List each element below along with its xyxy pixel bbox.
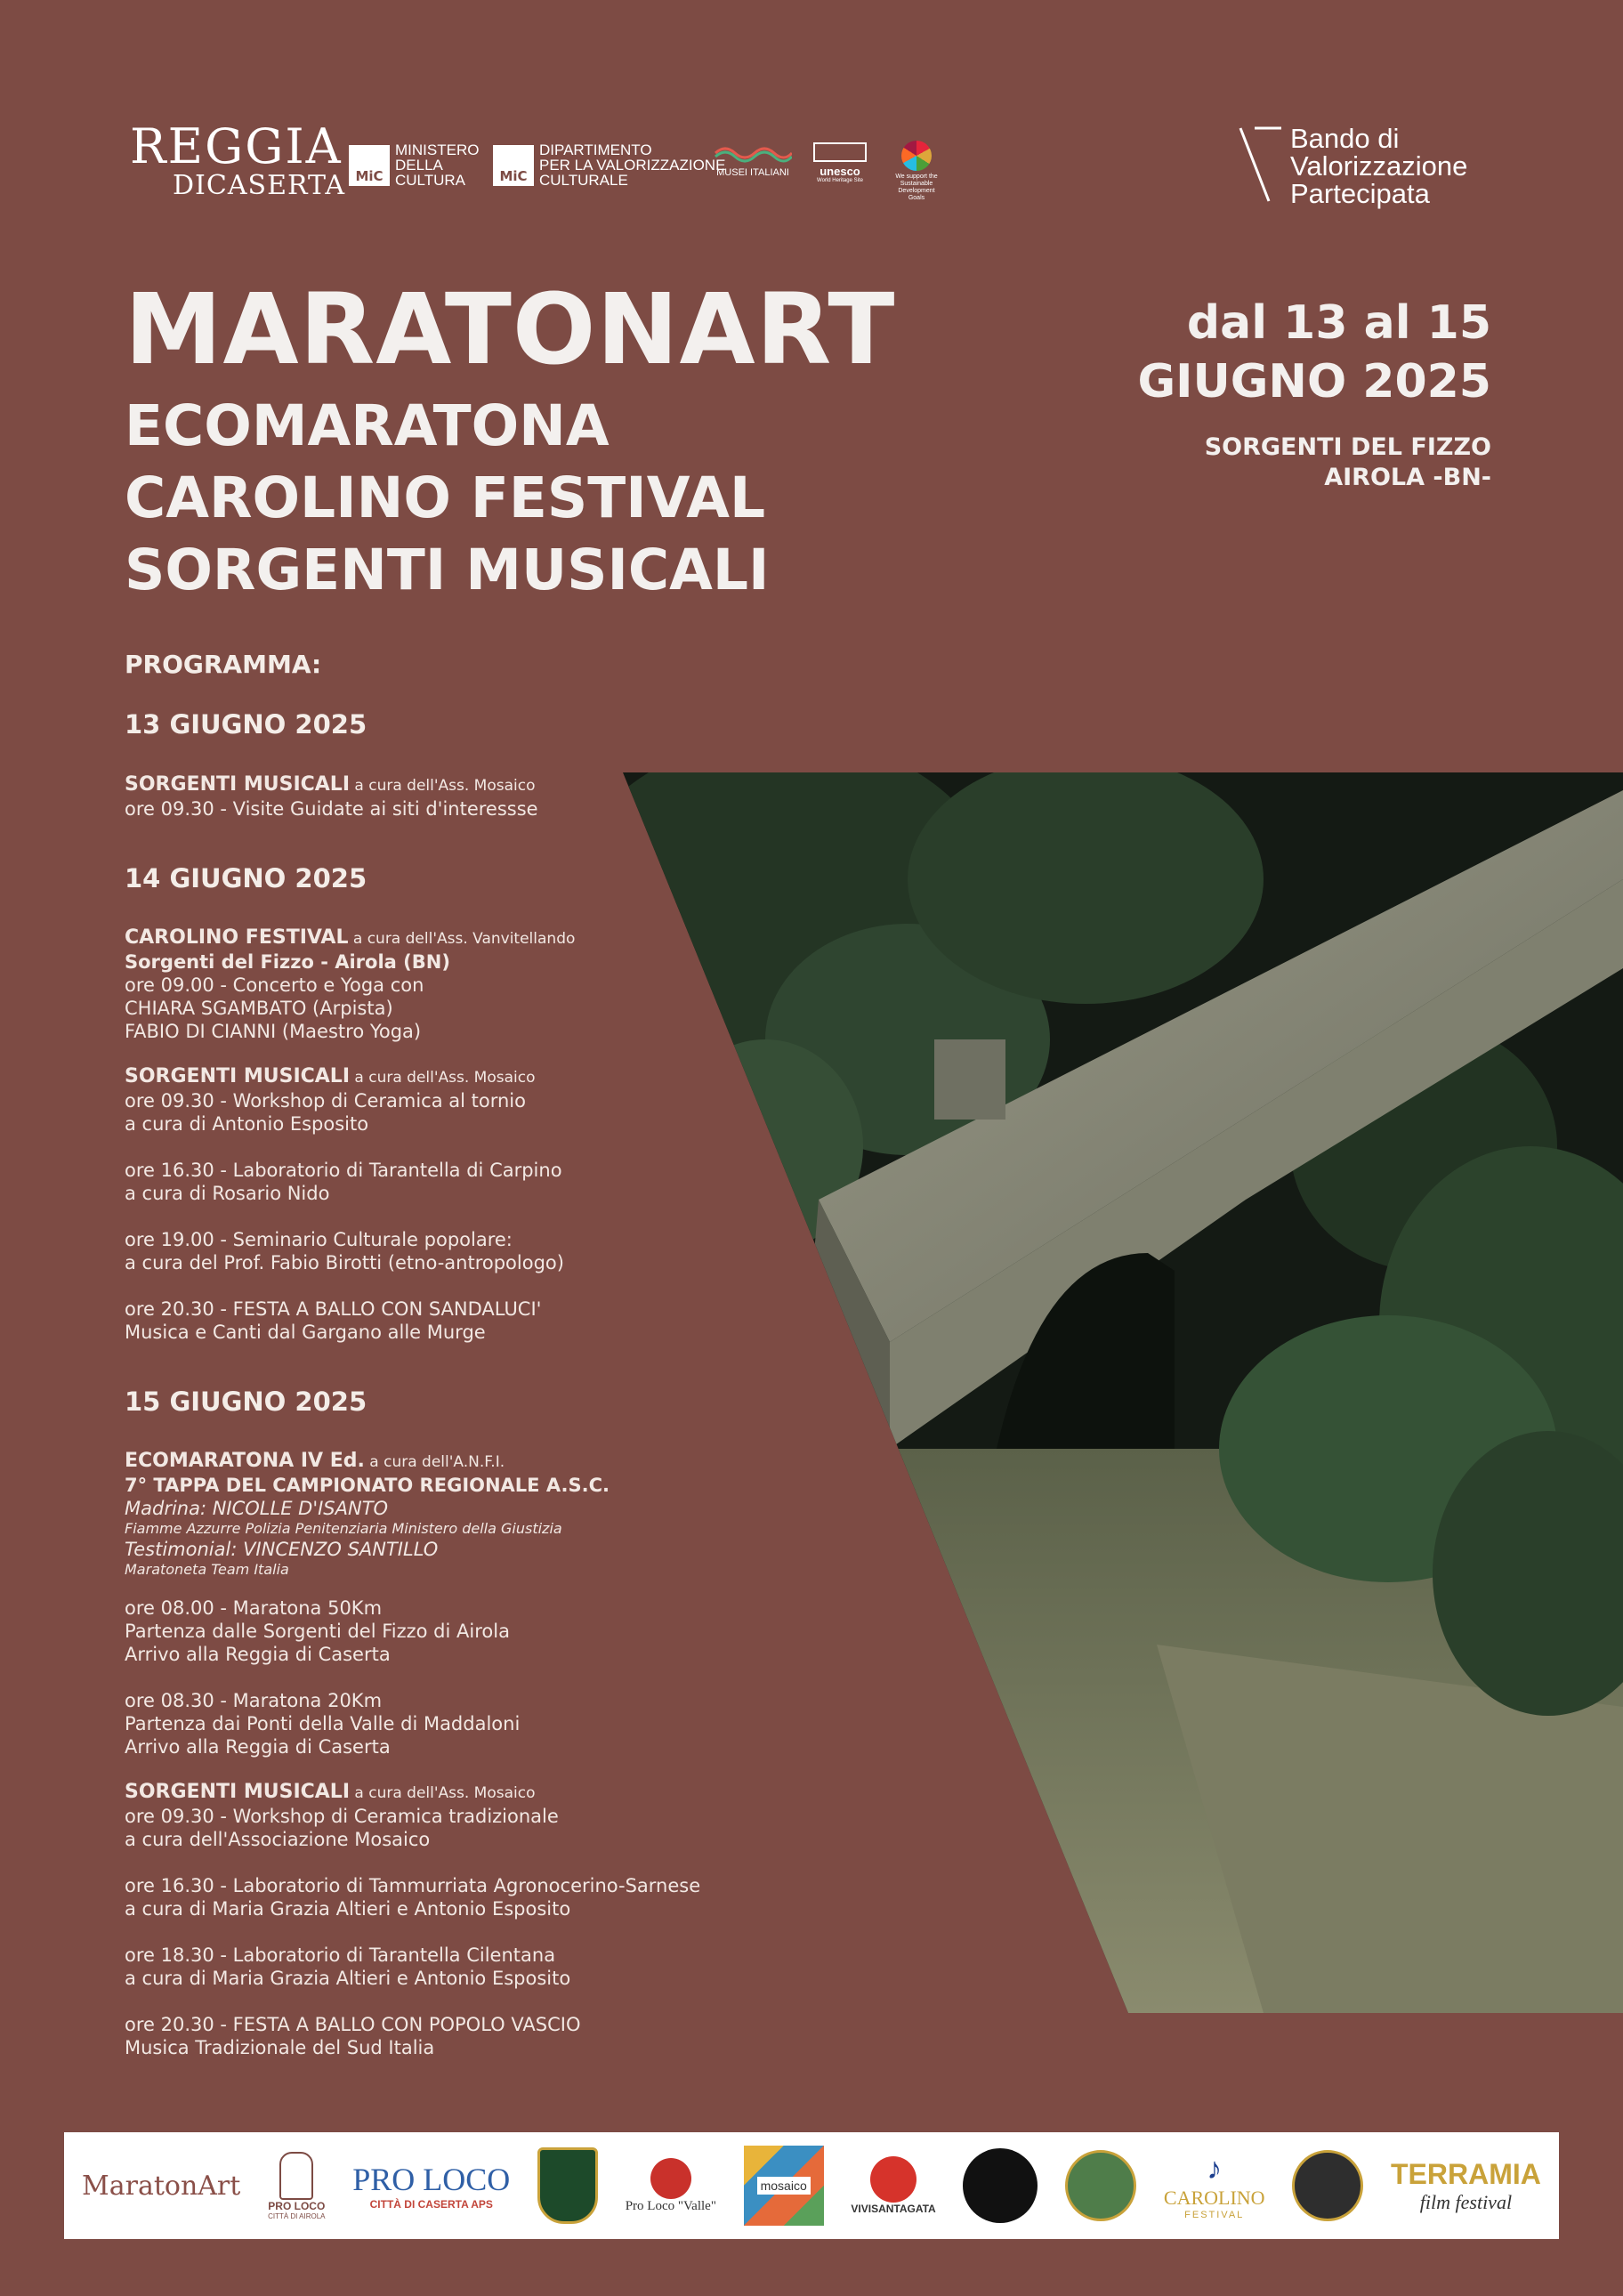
unesco-logo [812,142,868,183]
reggia-logo-line2: DICASERTA [173,170,346,201]
event-block-d3-e4 [125,2013,580,2059]
subtitle-ecomaratona: ECOMARATONA [125,393,610,458]
sdg-wheel-icon [901,141,932,171]
date-block [1138,294,1492,493]
mic-mark-icon: MiC [493,145,534,186]
event-line: a cura dell'Associazione Mosaico [125,1829,431,1850]
event-line: FABIO DI CIANNI (Maestro Yoga) [125,1021,422,1042]
shield-logo [537,2147,598,2224]
sdg-text: We support the Sustainable Development Goals [895,174,938,201]
proloco-caserta-logo [352,2161,510,2211]
bando-logo [1237,123,1495,209]
event-block-d2-e4 [125,1298,541,1344]
event-line: a cura di Antonio Esposito [125,1113,369,1135]
event-organizer: a cura dell'Ass. Mosaico [350,1784,536,1802]
event-block-d3-m1 [125,1597,510,1666]
event-block-d3-e2 [125,1874,700,1920]
folk-logo [963,2148,1038,2223]
proloco-caserta-sub: CITTÀ DI CASERTA APS [369,2198,493,2211]
event-organizer: a cura dell'Ass. Vanvitellando [348,930,576,948]
event-line: ore 20.30 - FESTA A BALLO CON SANDALUCI' [125,1298,542,1320]
event-line: Musica Tradizionale del Sud Italia [125,2037,435,2058]
mosaico-text: mosaico [757,2177,811,2195]
event-block-d3-sm [125,1780,559,1851]
subtitle-carolino: CAROLINO FESTIVAL [125,465,766,530]
bando-slash-icon [1237,125,1290,205]
event-line: Partenza dalle Sorgenti del Fizzo di Airola [125,1621,510,1642]
dipartimento-logo [493,142,725,188]
terra-mia-badge-logo [1292,2150,1363,2221]
musei-text: MUSEI ITALIANI [716,167,789,178]
ministero-cultura-logo [349,142,479,188]
event-block-d3-e3 [125,1944,570,1990]
terramia-sub: film festival [1419,2190,1513,2213]
event-line: ore 08.00 - Maratona 50Km [125,1597,383,1619]
crest-icon [279,2152,313,2200]
dipartimento-text: DIPARTIMENTO PER LA VALORIZZAZIONE CULTURALE [539,141,726,189]
event-line: Arrivo alla Reggia di Caserta [125,1644,391,1665]
event-block-d2-cf [125,926,575,1043]
event-title: CAROLINO FESTIVAL [125,926,349,949]
event-block-d2-sm [125,1064,536,1136]
proloco-valle-text: Pro Loco "Valle" [625,2198,716,2213]
vivisantagata-logo [851,2156,935,2215]
event-line: ore 08.30 - Maratona 20Km [125,1690,383,1711]
day-heading-15: 15 GIUGNO 2025 [125,1386,367,1417]
event-line: ore 20.30 - FESTA A BALLO CON POPOLO VASCIO [125,2014,581,2035]
event-organizer: a cura dell'Ass. Mosaico [350,777,536,795]
event-testimonial-sub: Maratoneta Team Italia [125,1561,289,1578]
event-title: ECOMARATONA IV Ed. [125,1450,365,1472]
badge-icon [1292,2150,1363,2221]
event-line: a cura di Rosario Nido [125,1183,330,1204]
event-block-d3-eco [125,1449,610,1579]
location-1: SORGENTI DEL FIZZO [1204,433,1491,461]
subtitle-sorgenti: SORGENTI MUSICALI [125,538,770,602]
event-line: CHIARA SGAMBATO (Arpista) [125,998,393,1019]
event-line: Arrivo alla Reggia di Caserta [125,1736,391,1758]
terramia-text: TERRAMIA [1391,2157,1541,2190]
event-line: ore 19.00 - Seminario Culturale popolare: [125,1229,513,1250]
event-madrina: Madrina: NICOLLE D'ISANTO [125,1498,389,1519]
unesco-text: unesco [820,165,860,178]
shield-icon [537,2147,598,2224]
landscape-icon [1065,2150,1136,2221]
mosaico-logo [744,2146,824,2226]
maratonart-logo: MaratonArt [82,2170,241,2202]
event-block-d2-e3 [125,1228,564,1274]
day-heading-14: 14 GIUGNO 2025 [125,863,367,893]
terramia-festival-logo [1391,2158,1541,2214]
apple-icon [650,2158,691,2199]
event-tappa: 7° TAPPA DEL CAMPIONATO REGIONALE A.S.C. [125,1475,610,1496]
date-month: GIUGNO 2025 [1137,355,1491,408]
musei-wave-icon [714,142,792,164]
musei-italiani-logo [714,142,792,178]
reggia-di-caserta-logo [130,118,346,201]
page-title: MARATONART [125,272,896,386]
event-line: a cura del Prof. Fabio Birotti (etno-antropologo) [125,1252,564,1273]
carolino-text: CAROLINO [1163,2186,1265,2209]
unesco-sub-text: World Heritage Site [817,178,863,183]
piano-icon: ♪ [1207,2151,1223,2186]
event-organizer: a cura dell'Ass. Mosaico [350,1069,536,1087]
bridge-photo [623,772,1623,2013]
event-organizer: a cura dell'A.N.F.I. [364,1453,505,1471]
bando-text: Bando di Valorizzazione Partecipata [1290,123,1468,209]
event-line: a cura di Maria Grazia Altieri e Antonio Esposito [125,1968,571,1989]
event-title: SORGENTI MUSICALI [125,1065,350,1087]
event-line: ore 16.30 - Laboratorio di Tammurriata Agronocerino-Sarnese [125,1875,701,1896]
event-line: Partenza dai Ponti della Valle di Maddaloni [125,1713,521,1734]
event-line: ore 09.30 - Visite Guidate ai siti d'interessse [125,798,538,820]
event-line: ore 16.30 - Laboratorio di Tarantella di Carpino [125,1160,562,1181]
location-2: AIROLA -BN- [1324,464,1491,491]
carolino-sub: FESTIVAL [1184,2209,1245,2220]
event-line: ore 18.30 - Laboratorio di Tarantella Cilentana [125,1944,556,1966]
ministero-text: MINISTERO DELLA CULTURA [395,141,480,189]
vivisantagata-text: VIVISANTAGATA [851,2203,936,2215]
event-line: ore 09.30 - Workshop di Ceramica tradizionale [125,1806,559,1827]
sponsor-bar [64,2132,1559,2239]
event-block-d3-m2 [125,1689,520,1758]
proloco-airola-logo [268,2152,325,2220]
event-line: Musica e Canti dal Gargano alle Murge [125,1322,486,1343]
mic-mark-icon: MiC [349,145,390,186]
subtitles [125,390,770,606]
event-location: Sorgenti del Fizzo - Airola (BN) [125,951,450,973]
proloco-valle-logo [626,2158,716,2214]
event-testimonial: Testimonial: VINCENZO SANTILLO [125,1539,439,1560]
event-madrina-sub: Fiamme Azzurre Polizia Penitenziaria Ministero della Giustizia [125,1520,562,1537]
programme-label: PROGRAMMA: [125,650,322,679]
event-block-d2-e2 [125,1159,562,1205]
event-title: SORGENTI MUSICALI [125,773,350,796]
event-line: ore 09.00 - Concerto e Yoga con [125,974,424,996]
dancers-icon [963,2148,1038,2223]
event-line: a cura di Maria Grazia Altieri e Antonio Esposito [125,1898,571,1920]
proloco-caserta-text: PRO LOCO [352,2162,511,2197]
carolino-festival-logo [1164,2152,1265,2220]
day-heading-13: 13 GIUGNO 2025 [125,709,367,740]
event-line: ore 09.30 - Workshop di Ceramica al tornio [125,1090,526,1112]
event-title: SORGENTI MUSICALI [125,1781,350,1803]
proloco-airola-sub: CITTÀ DI AIROLA [268,2211,326,2220]
date-range: dal 13 al 15 [1186,296,1491,350]
event-block-d1-sm [125,772,538,821]
unesco-temple-icon [813,142,867,162]
green-circle-logo [1065,2150,1136,2221]
sdg-logo [890,141,943,202]
apple-icon [870,2156,916,2203]
reggia-logo-line1: REGGIA [130,118,343,174]
proloco-airola-text: PRO LOCO [268,2199,326,2212]
